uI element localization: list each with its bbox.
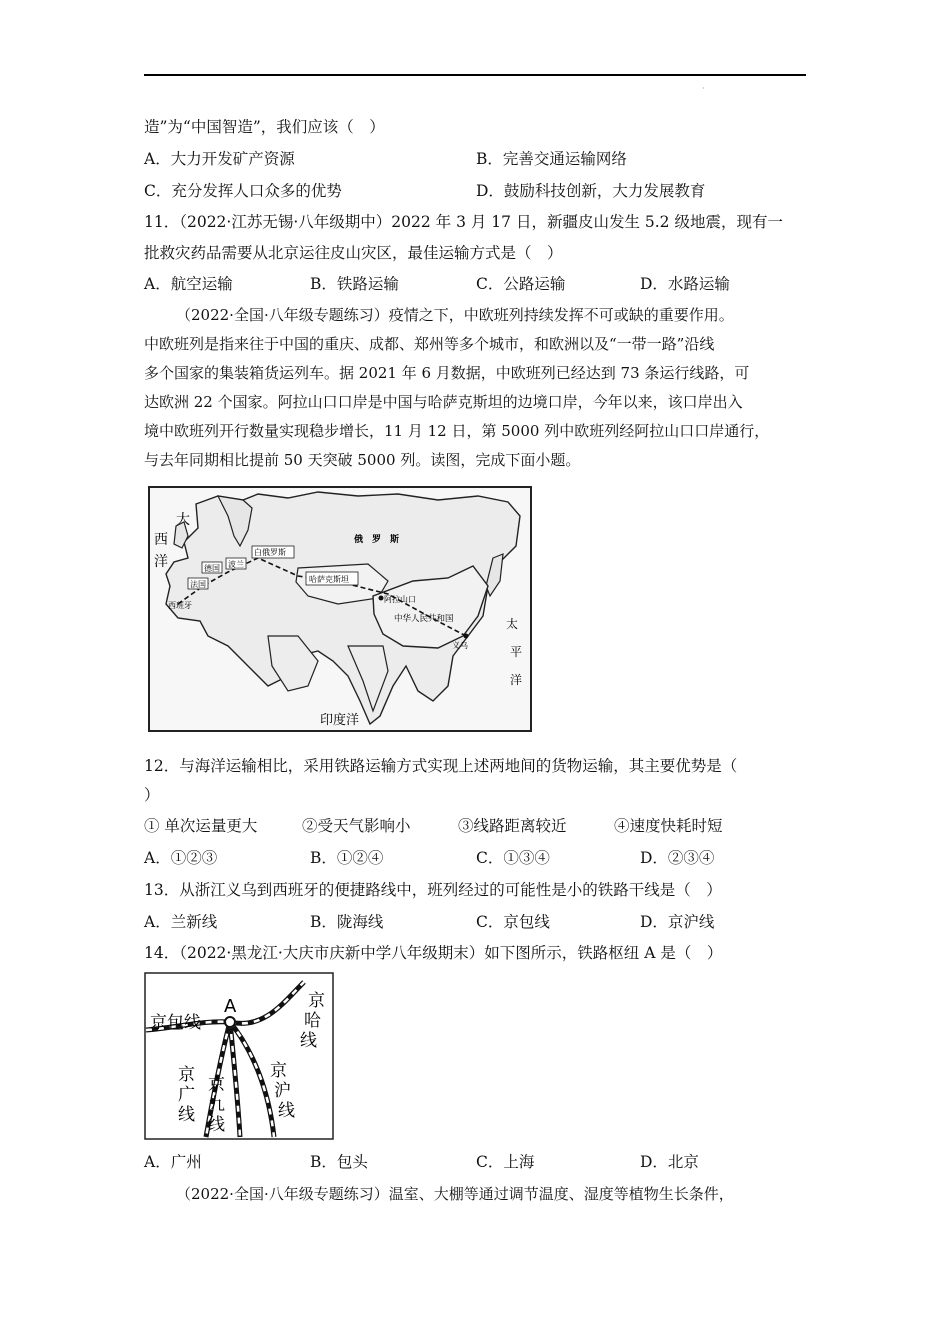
hub-a-node xyxy=(225,1017,235,1027)
railway-hub-diagram xyxy=(144,972,334,1142)
map-label-kazakhstan: 哈萨克斯坦 xyxy=(309,575,349,584)
q10-option-b: B．完善交通运输网络 xyxy=(476,150,627,168)
passage-line: 多个国家的集装箱货运列车。据 2021 年 6 月数据，中欧班列已经达到 73 条运行线路，可 xyxy=(144,364,750,382)
q13-option-b: B．陇海线 xyxy=(310,913,384,931)
map-label-russia: 俄 罗 斯 xyxy=(354,535,400,545)
label-jingha: 京 xyxy=(308,991,325,1011)
label-jingjiu: 京 xyxy=(208,1075,225,1095)
q10-option-a: A．大力开发矿产资源 xyxy=(144,150,295,168)
q10-option-d: D．鼓励科技创新，大力发展教育 xyxy=(476,182,706,200)
q13-option-a: A．兰新线 xyxy=(144,913,218,931)
label-jingha: 哈 xyxy=(304,1011,321,1031)
label-jingguang: 广 xyxy=(178,1085,195,1105)
map-label-atlantic: 大 xyxy=(176,512,190,528)
alashankou-dot xyxy=(379,596,384,601)
passage-line: 与去年同期相比提前 50 天突破 5000 列。读图，完成下面小题。 xyxy=(144,451,581,469)
q14-option-b: B．包头 xyxy=(310,1153,368,1171)
eurasia-map xyxy=(148,486,532,732)
q11-line-2: 批救灾药品需要从北京运往皮山灾区，最佳运输方式是（ ） xyxy=(144,244,563,262)
q12-option-b: B．①②④ xyxy=(310,849,384,867)
q11-option-d: D．水路运输 xyxy=(640,275,730,293)
map-label-spain: 西班牙 xyxy=(168,601,192,610)
q12-option-c: C．①③④ xyxy=(476,849,550,867)
q12-item-4: ④速度快耗时短 xyxy=(614,817,723,835)
map-label-alashankou: 阿拉山口 xyxy=(384,595,416,604)
label-jingjiu: 线 xyxy=(208,1115,225,1135)
header-rule xyxy=(144,74,806,76)
q13-line-1: 13．从浙江义乌到西班牙的便捷路线中，班列经过的可能性是小的铁路干线是（ ） xyxy=(144,881,722,899)
map-label-indian-ocean: 印度洋 xyxy=(320,713,360,728)
label-jingguang: 线 xyxy=(178,1105,195,1125)
q14-option-a: A．广州 xyxy=(144,1153,202,1171)
map-label-pacific: 平 xyxy=(510,645,523,659)
label-jingbao: 京包线 xyxy=(150,1013,201,1033)
q14-option-c: C．上海 xyxy=(476,1153,535,1171)
q13-option-c: C．京包线 xyxy=(476,913,550,931)
hub-a-label: A xyxy=(224,996,237,1017)
q10-option-c: C．充分发挥人口众多的优势 xyxy=(144,182,342,200)
label-jinghu: 线 xyxy=(278,1101,295,1121)
q12-item-2: ②受天气影响小 xyxy=(302,817,411,835)
q12-item-1: ① 单次运量更大 xyxy=(144,817,258,835)
map-label-atlantic: 洋 xyxy=(154,554,168,570)
q13-option-d: D．京沪线 xyxy=(640,913,715,931)
passage-line: （2022·全国·八年级专题练习）疫情之下，中欧班列持续发挥不可或缺的重要作用。 xyxy=(176,306,734,324)
map-label-atlantic: 西 xyxy=(154,532,168,548)
map-label-germany: 德国 xyxy=(204,564,220,573)
q11-option-c: C．公路运输 xyxy=(476,275,566,293)
q11-line-1: 11．（2022·江苏无锡·八年级期中）2022 年 3 月 17 日，新疆皮山发生 5.2 级地震，现有一 xyxy=(144,213,783,231)
next-passage-line-1: （2022·全国·八年级专题练习）温室、大棚等通过调节温度、湿度等植物生长条件， xyxy=(176,1185,734,1203)
passage-line: 中欧班列是指来往于中国的重庆、成都、郑州等多个城市，和欧洲以及“一带一路”沿线 xyxy=(144,335,715,353)
q12-option-a: A．①②③ xyxy=(144,849,218,867)
map-label-belarus: 白俄罗斯 xyxy=(254,548,286,557)
q10-tail: 造”为“中国智造”，我们应该（ ） xyxy=(144,118,385,136)
header-dot: · xyxy=(702,84,705,93)
map-label-pacific: 洋 xyxy=(510,673,523,687)
q11-option-a: A．航空运输 xyxy=(144,275,233,293)
label-jinghu: 沪 xyxy=(274,1081,291,1101)
q12-line-1: 12．与海洋运输相比，采用铁路运输方式实现上述两地间的货物运输，其主要优势是（ xyxy=(144,757,738,775)
yiwu-dot xyxy=(464,634,469,639)
q14-option-d: D．北京 xyxy=(640,1153,699,1171)
map-label-pacific: 太 xyxy=(506,617,519,631)
passage-line: 达欧洲 22 个国家。阿拉山口口岸是中国与哈萨克斯坦的边境口岸，今年以来，该口岸出入 xyxy=(144,393,743,411)
label-jingjiu: 九 xyxy=(208,1095,225,1115)
label-jingha: 线 xyxy=(300,1031,317,1051)
q14-line-1: 14．（2022·黑龙江·大庆市庆新中学八年级期末）如下图所示，铁路枢纽 A 是（ ） xyxy=(144,944,723,962)
q12-line-2: ） xyxy=(144,786,160,804)
label-jinghu: 京 xyxy=(270,1061,287,1081)
q12-option-d: D．②③④ xyxy=(640,849,715,867)
map-label-yiwu: 义乌 xyxy=(452,641,468,650)
map-label-france: 法国 xyxy=(190,580,206,589)
passage xyxy=(144,301,810,475)
q11-option-b: B．铁路运输 xyxy=(310,275,399,293)
map-label-poland: 波兰 xyxy=(228,560,244,569)
map-label-china: 中华人民共和国 xyxy=(394,614,454,624)
label-jingguang: 京 xyxy=(178,1065,195,1085)
q12-item-3: ③线路距离较近 xyxy=(458,817,567,835)
passage-line: 境中欧班列开行数量实现稳步增长，11 月 12 日，第 5000 列中欧班列经阿拉山口口岸通行， xyxy=(144,422,770,440)
